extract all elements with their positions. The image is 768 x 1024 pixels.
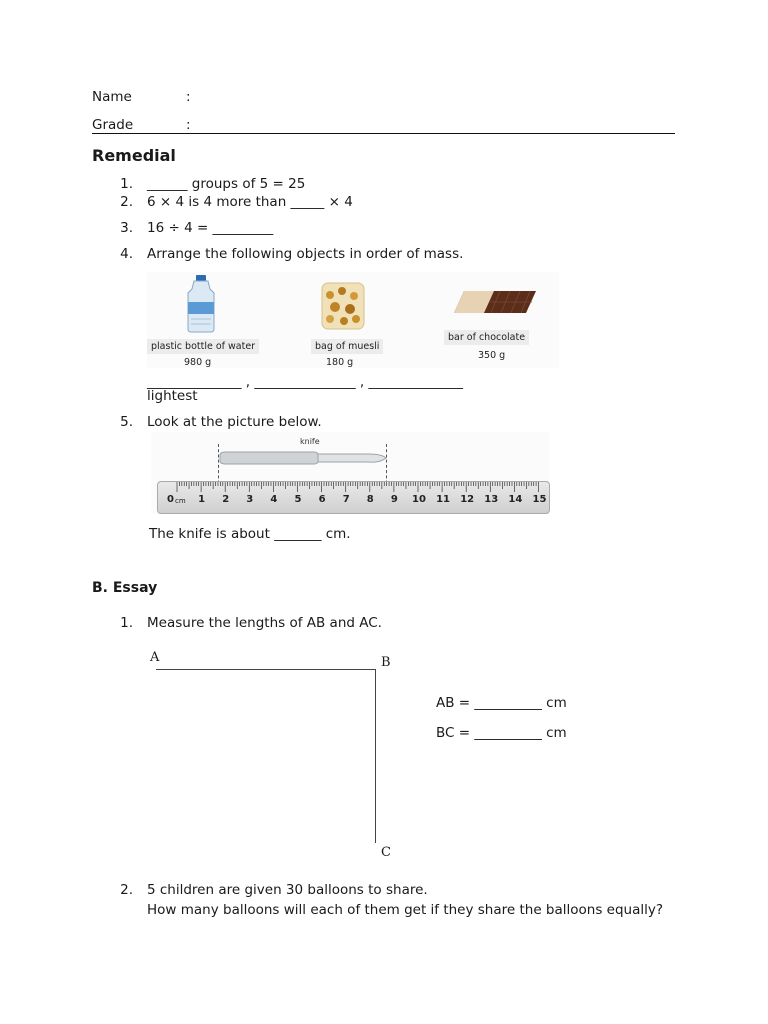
segment-bc <box>375 669 376 843</box>
question-number: 2. <box>120 194 133 210</box>
question-text: ______ groups of 5 = 25 <box>147 176 306 192</box>
knife-label: knife <box>300 437 320 446</box>
question-text: 5 children are given 30 balloons to share. <box>147 882 428 898</box>
question-text: Arrange the following objects in order of mass. <box>147 246 464 262</box>
bc-answer: BC = __________ cm <box>436 725 567 741</box>
question-text: Look at the picture below. <box>147 414 322 430</box>
section-title-essay: B. Essay <box>92 580 158 596</box>
header-rule <box>92 133 675 134</box>
question-text: 16 ÷ 4 = _________ <box>147 220 274 236</box>
ab-answer: AB = __________ cm <box>436 695 567 711</box>
ruler-number: 4 <box>270 494 278 505</box>
ruler-number: 3 <box>246 494 254 505</box>
ruler-number: 8 <box>366 494 374 505</box>
ruler-number: 7 <box>342 494 350 505</box>
section-title-remedial: Remedial <box>92 146 176 165</box>
question-number: 1. <box>120 615 133 631</box>
answer-line: ______________ , _______________ , ______________ <box>147 374 463 390</box>
question-text: Measure the lengths of AB and AC. <box>147 615 382 631</box>
ruler-number: 2 <box>222 494 230 505</box>
lightest-label: lightest <box>147 388 198 404</box>
ruler-number: 1 <box>198 494 206 505</box>
grade-label: Grade <box>92 117 134 133</box>
item-label: plastic bottle of water <box>147 339 259 354</box>
water-bottle-icon <box>183 275 219 333</box>
ruler-number: 5 <box>294 494 302 505</box>
name-label: Name <box>92 89 132 105</box>
item-label: bag of muesli <box>311 339 383 354</box>
item-label: bar of chocolate <box>444 330 529 345</box>
question-text-line2: How many balloons will each of them get if they share the balloons equally? <box>147 902 664 918</box>
ruler-number: 15 <box>532 494 547 505</box>
ruler-unit-label: cm <box>175 497 186 505</box>
point-c-label: C <box>381 845 391 860</box>
ruler-number: 9 <box>390 494 398 505</box>
ruler-number: 11 <box>436 494 451 505</box>
segment-ab <box>156 669 376 670</box>
knife-answer: The knife is about _______ cm. <box>149 526 351 542</box>
item-mass: 980 g <box>184 357 212 368</box>
ruler-number: 13 <box>484 494 499 505</box>
grade-colon: : <box>186 117 191 133</box>
question-number: 2. <box>120 882 133 898</box>
name-colon: : <box>186 89 191 105</box>
question-text: 6 × 4 is 4 more than _____ × 4 <box>147 194 353 210</box>
item-mass: 180 g <box>326 357 354 368</box>
knife-icon <box>218 449 388 467</box>
chocolate-bar-icon <box>450 287 538 317</box>
item-mass: 350 g <box>478 350 506 361</box>
muesli-bag-icon <box>320 281 366 331</box>
point-b-label: B <box>381 655 391 670</box>
point-a-label: A <box>150 650 160 665</box>
question-number: 3. <box>120 220 133 236</box>
question-number: 5. <box>120 414 133 430</box>
ruler-number: 10 <box>412 494 426 505</box>
question-number: 4. <box>120 246 133 262</box>
question-number: 1. <box>120 176 133 192</box>
ruler-number: 14 <box>508 494 523 505</box>
ruler-ticks <box>157 482 548 494</box>
ruler-number: 12 <box>460 494 475 505</box>
ruler-zero-label: 0 <box>167 494 174 505</box>
ruler-number: 6 <box>318 494 326 505</box>
